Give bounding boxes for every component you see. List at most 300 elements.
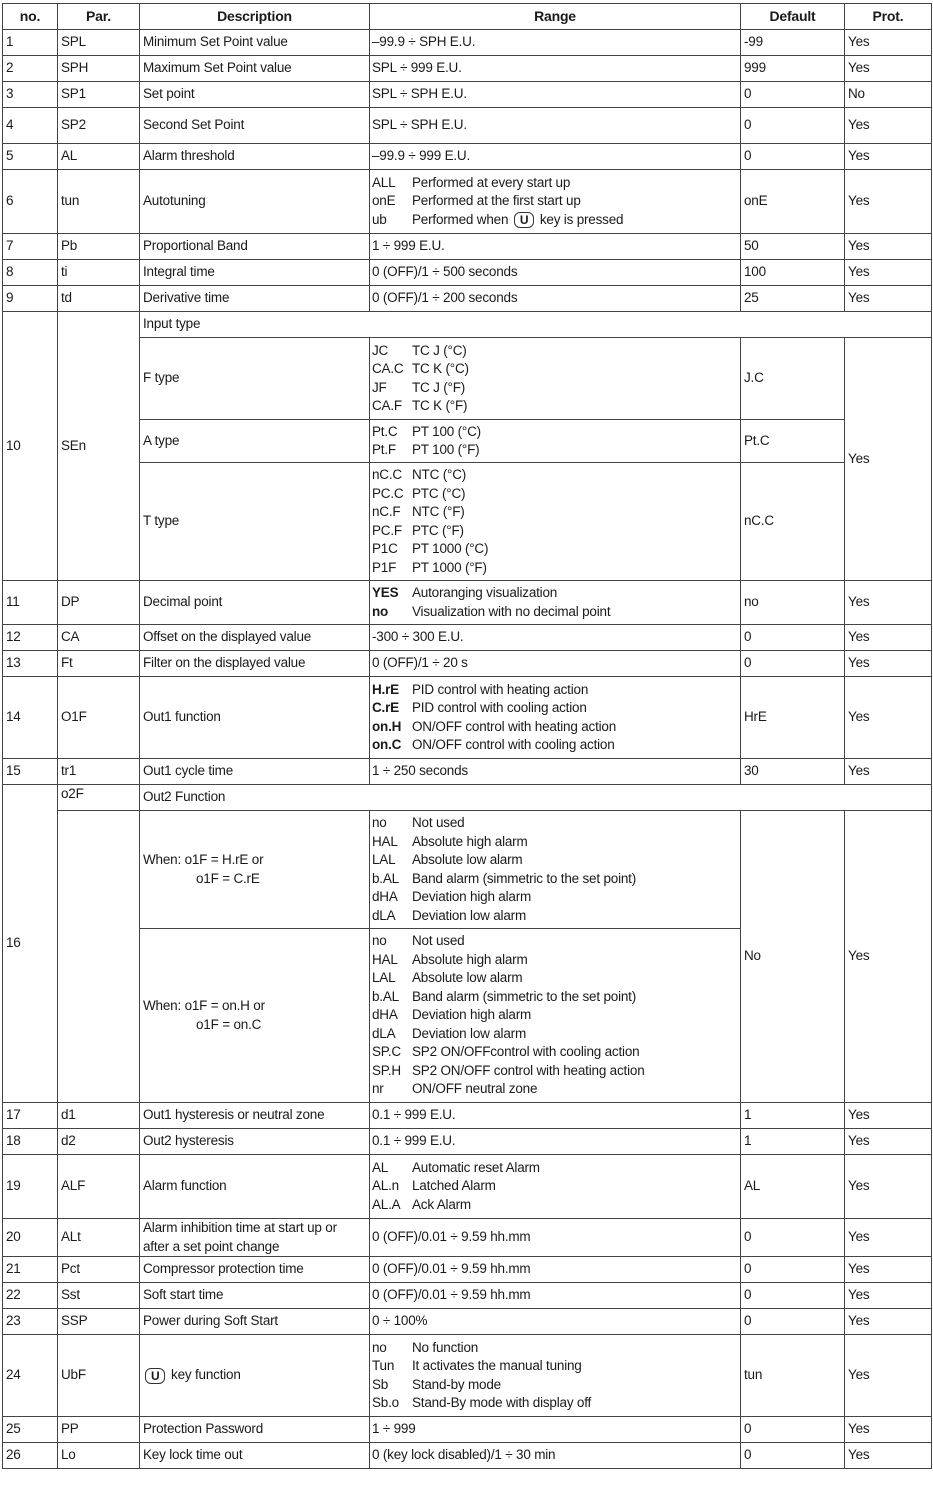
- cell-description: Decimal point: [140, 581, 370, 625]
- sen-subtype-row: [3, 420, 932, 463]
- cell-par: tun: [58, 170, 140, 234]
- cell-default: 1: [741, 1129, 845, 1155]
- range-item: [372, 907, 738, 926]
- cell-default: 0: [741, 1443, 845, 1469]
- cell-prot: Yes: [845, 234, 932, 260]
- header-prot: Prot.: [845, 4, 932, 30]
- cell-prot: Yes: [845, 170, 932, 234]
- cell-default: nC.C: [741, 463, 845, 581]
- cell-no: 5: [3, 144, 58, 170]
- description-line: Alarm inhibition time at start up or: [143, 1220, 337, 1235]
- cell-prot: Yes: [845, 1443, 932, 1469]
- condition-text: [143, 851, 263, 888]
- description-line: after a set point change: [143, 1238, 280, 1254]
- range-item: [372, 441, 738, 460]
- table-row: [3, 1129, 932, 1155]
- cell-default: 0: [741, 82, 845, 108]
- condition-line: When: o1F = on.H or: [143, 998, 265, 1013]
- cell-range: 1 ÷ 999: [370, 1417, 741, 1443]
- condition-cell: [140, 811, 370, 929]
- cell-prot: Yes: [845, 1129, 932, 1155]
- range-code: SP.H: [372, 1062, 401, 1078]
- range-item: [372, 814, 738, 833]
- cell-range: –99.9 ÷ SPH E.U.: [370, 30, 741, 56]
- range-code: Pt.F: [372, 442, 396, 457]
- cell-par-empty: [58, 811, 140, 1103]
- cell-prot: Yes: [845, 1309, 932, 1335]
- range-item: [372, 1025, 738, 1044]
- out2-function-title: Out2 Function: [140, 785, 932, 811]
- cell-prot: Yes: [845, 625, 932, 651]
- cell-par: ALt: [58, 1219, 140, 1257]
- cell-par: CA: [58, 625, 140, 651]
- cell-par: ALF: [58, 1155, 140, 1219]
- cell-description: Power during Soft Start: [140, 1309, 370, 1335]
- cell-default: -99: [741, 30, 845, 56]
- range-text: Absolute low alarm: [412, 970, 523, 986]
- range-item: [372, 1062, 738, 1081]
- cell-range: 1 ÷ 250 seconds: [370, 759, 741, 785]
- cell-default: 25: [741, 286, 845, 312]
- cell-default: 0: [741, 1283, 845, 1309]
- table-row: [3, 56, 932, 82]
- cell-description: Key lock time out: [140, 1443, 370, 1469]
- table-row: [3, 286, 932, 312]
- range-item: [372, 736, 738, 755]
- range-text: Deviation low alarm: [412, 907, 526, 923]
- range-item: [372, 969, 738, 988]
- range-item: [372, 951, 738, 970]
- cell-default: 0: [741, 1257, 845, 1283]
- cell-range: [370, 929, 741, 1103]
- range-text: PTC (°C): [412, 485, 466, 501]
- range-code: nC.C: [372, 467, 402, 482]
- table-row: [3, 144, 932, 170]
- table-body: [3, 30, 932, 1469]
- cell-default: tun: [741, 1335, 845, 1417]
- range-code: nr: [372, 1081, 384, 1097]
- cell-no: 11: [3, 581, 58, 625]
- range-code: CA.C: [372, 361, 404, 376]
- range-text: Stand-By mode with display off: [412, 1395, 592, 1410]
- cell-range: [370, 581, 741, 625]
- range-item: [372, 932, 738, 951]
- range-item: [372, 540, 738, 559]
- range-text: PTC (°F): [412, 522, 464, 538]
- cell-prot: Yes: [845, 338, 932, 581]
- condition-cell: [140, 929, 370, 1103]
- cell-prot: Yes: [845, 677, 932, 759]
- range-code: PC.F: [372, 522, 402, 538]
- cell-par: SPL: [58, 30, 140, 56]
- table-row: [3, 260, 932, 286]
- cell-prot: Yes: [845, 581, 932, 625]
- cell-no: 25: [3, 1417, 58, 1443]
- range-item: [372, 397, 738, 416]
- cell-range: [370, 1155, 741, 1219]
- range-code: PC.C: [372, 485, 404, 501]
- range-text: Latched Alarm: [412, 1178, 496, 1194]
- range-item: ub Performed when U key is pressed: [372, 211, 738, 230]
- range-text: Not used: [412, 933, 465, 949]
- range-item: [372, 1006, 738, 1025]
- cell-default: 30: [741, 759, 845, 785]
- range-code: AL.n: [372, 1178, 399, 1194]
- cell-default: 50: [741, 234, 845, 260]
- cell-range: [370, 811, 741, 929]
- cell-prot: Yes: [845, 1283, 932, 1309]
- range-text: PT 100 (°F): [412, 442, 480, 457]
- range-item: [372, 1376, 738, 1395]
- u-key-icon: U: [514, 212, 534, 228]
- range-text: SP2 ON/OFF control with heating action: [412, 1062, 645, 1078]
- range-text: TC K (°C): [412, 361, 469, 376]
- cell-range: 1 ÷ 999 E.U.: [370, 234, 741, 260]
- table-row: [3, 1283, 932, 1309]
- range-text: ON/OFF neutral zone: [412, 1081, 538, 1097]
- cell-prot: Yes: [845, 30, 932, 56]
- range-text: PT 100 (°C): [412, 423, 481, 439]
- cell-par: tr1: [58, 759, 140, 785]
- cell-no: 18: [3, 1129, 58, 1155]
- subtype-label: F type: [140, 338, 370, 420]
- range-code: C.rE: [372, 700, 399, 715]
- range-item: [372, 1196, 738, 1215]
- range-text: TC J (°F): [412, 379, 466, 395]
- table-row: [3, 677, 932, 759]
- cell-no: 16: [3, 785, 58, 1103]
- range-text: PT 1000 (°F): [412, 559, 487, 575]
- range-code: dHA: [372, 889, 398, 904]
- range-text: Stand-by mode: [412, 1376, 501, 1392]
- range-text: Band alarm (simmetric to the set point): [412, 870, 637, 886]
- range-item: [372, 870, 738, 889]
- cell-default: AL: [741, 1155, 845, 1219]
- cell-par: Pct: [58, 1257, 140, 1283]
- cell-default: 999: [741, 56, 845, 82]
- header-no: no.: [3, 4, 58, 30]
- cell-prot: Yes: [845, 260, 932, 286]
- cell-prot: Yes: [845, 56, 932, 82]
- cell-range: SPL ÷ SPH E.U.: [370, 108, 741, 144]
- subtype-label: A type: [140, 420, 370, 463]
- table-row: [3, 108, 932, 144]
- range-text: Deviation low alarm: [412, 1025, 526, 1041]
- range-text: NTC (°C): [412, 467, 467, 482]
- cell-range: 0 (OFF)/0.01 ÷ 9.59 hh.mm: [370, 1257, 741, 1283]
- range-text: No function: [412, 1339, 479, 1355]
- cell-range: [370, 1335, 741, 1417]
- cell-range: 0 (OFF)/1 ÷ 500 seconds: [370, 260, 741, 286]
- range-item: [372, 342, 738, 361]
- cell-prot: Yes: [845, 286, 932, 312]
- cell-par: d2: [58, 1129, 140, 1155]
- cell-no: 4: [3, 108, 58, 144]
- cell-range: 0 (OFF)/1 ÷ 200 seconds: [370, 286, 741, 312]
- cell-default: 0: [741, 1417, 845, 1443]
- range-code: LAL: [372, 852, 396, 867]
- cell-default: 100: [741, 260, 845, 286]
- range-code: JC: [372, 342, 389, 358]
- cell-prot: Yes: [845, 1257, 932, 1283]
- range-item: [372, 522, 738, 541]
- range-code: b.AL: [372, 870, 399, 886]
- cell-par: SSP: [58, 1309, 140, 1335]
- range-item: [372, 423, 738, 442]
- cell-range: SPL ÷ SPH E.U.: [370, 82, 741, 108]
- range-text: NTC (°F): [412, 504, 465, 519]
- cell-description: Alarm function: [140, 1155, 370, 1219]
- range-text: PID control with cooling action: [412, 700, 587, 715]
- range-code: no: [372, 933, 387, 949]
- range-code: CA.F: [372, 398, 402, 413]
- o2f-condition-row: [3, 811, 932, 929]
- cell-range: 0 (key lock disabled)/1 ÷ 30 min: [370, 1443, 741, 1469]
- table-row: [3, 759, 932, 785]
- range-item: [372, 1080, 738, 1099]
- range-text: PT 1000 (°C): [412, 541, 489, 556]
- cell-range: [370, 338, 741, 420]
- range-item: [372, 485, 738, 504]
- range-text: Absolute high alarm: [412, 833, 528, 849]
- range-code: AL.A: [372, 1196, 401, 1212]
- cell-prot: Yes: [845, 1155, 932, 1219]
- cell-default: J.C: [741, 338, 845, 420]
- cell-description: Out1 hysteresis or neutral zone: [140, 1103, 370, 1129]
- cell-default: 1: [741, 1103, 845, 1129]
- cell-description: Protection Password: [140, 1417, 370, 1443]
- cell-par: Pb: [58, 234, 140, 260]
- cell-prot: Yes: [845, 108, 932, 144]
- range-item: [372, 603, 738, 622]
- cell-default: 0: [741, 1309, 845, 1335]
- range-item: [372, 1043, 738, 1062]
- range-item: [372, 699, 738, 718]
- range-code: Pt.C: [372, 423, 398, 439]
- header-default: Default: [741, 4, 845, 30]
- cell-default: Pt.C: [741, 420, 845, 463]
- range-code: HAL: [372, 951, 398, 967]
- range-item: [372, 833, 738, 852]
- range-code: nC.F: [372, 504, 401, 519]
- range-code: H.rE: [372, 681, 399, 697]
- cell-range: -300 ÷ 300 E.U.: [370, 625, 741, 651]
- range-text: Band alarm (simmetric to the set point): [412, 988, 637, 1004]
- range-text: Not used: [412, 815, 465, 830]
- cell-no: 1: [3, 30, 58, 56]
- cell-range: 0.1 ÷ 999 E.U.: [370, 1129, 741, 1155]
- range-item: [372, 503, 738, 522]
- range-code: onE: [372, 193, 396, 209]
- cell-no: 6: [3, 170, 58, 234]
- parameter-table-container: [2, 3, 931, 1469]
- range-text: Absolute low alarm: [412, 852, 523, 867]
- range-code: no: [372, 603, 389, 619]
- cell-default: 0: [741, 625, 845, 651]
- range-item: [372, 559, 738, 578]
- range-code: HAL: [372, 833, 398, 849]
- cell-description: Minimum Set Point value: [140, 30, 370, 56]
- range-text: TC J (°C): [412, 342, 467, 358]
- range-code: dLA: [372, 1025, 396, 1041]
- range-item: [372, 718, 738, 737]
- cell-description: Out1 function: [140, 677, 370, 759]
- cell-no: 19: [3, 1155, 58, 1219]
- range-item: [372, 1177, 738, 1196]
- cell-range: [370, 677, 741, 759]
- table-row: [3, 1103, 932, 1129]
- cell-no: 2: [3, 56, 58, 82]
- cell-prot: Yes: [845, 1219, 932, 1257]
- cell-range: 0 ÷ 100%: [370, 1309, 741, 1335]
- cell-description: Out1 cycle time: [140, 759, 370, 785]
- cell-no: 3: [3, 82, 58, 108]
- table-row: [3, 581, 932, 625]
- input-type-title: Input type: [140, 312, 932, 338]
- range-item: [372, 379, 738, 398]
- range-item: [372, 888, 738, 907]
- cell-prot: Yes: [845, 759, 932, 785]
- cell-prot: No: [845, 82, 932, 108]
- cell-par: Sst: [58, 1283, 140, 1309]
- cell-par: d1: [58, 1103, 140, 1129]
- condition-text: [143, 997, 265, 1034]
- cell-no: 20: [3, 1219, 58, 1257]
- cell-par: Ft: [58, 651, 140, 677]
- table-row: [3, 30, 932, 56]
- range-item: [372, 851, 738, 870]
- description-text: key function: [167, 1367, 241, 1383]
- range-item: [372, 360, 738, 379]
- cell-no: 24: [3, 1335, 58, 1417]
- range-item: [372, 192, 738, 211]
- cell-no: 22: [3, 1283, 58, 1309]
- condition-line: o1F = on.C: [196, 1016, 262, 1032]
- cell-no: 10: [3, 312, 58, 581]
- cell-description: Autotuning: [140, 170, 370, 234]
- table-row: [3, 170, 932, 234]
- subtype-label: T type: [140, 463, 370, 581]
- range-text: SP2 ON/OFFcontrol with cooling action: [412, 1044, 640, 1060]
- cell-prot: Yes: [845, 1417, 932, 1443]
- range-code: on.C: [372, 737, 402, 752]
- cell-no: 15: [3, 759, 58, 785]
- sen-subtype-row: [3, 463, 932, 581]
- range-code: no: [372, 815, 387, 830]
- u-key-icon: U: [145, 1368, 165, 1384]
- cell-description: Alarm threshold: [140, 144, 370, 170]
- range-item: [372, 1394, 738, 1413]
- range-code: JF: [372, 379, 387, 395]
- cell-par: td: [58, 286, 140, 312]
- range-text: Ack Alarm: [412, 1196, 471, 1212]
- cell-no: 17: [3, 1103, 58, 1129]
- cell-par: Lo: [58, 1443, 140, 1469]
- table-row: [3, 1443, 932, 1469]
- table-row: [3, 1335, 932, 1417]
- range-code: ALL: [372, 174, 396, 190]
- cell-range: –99.9 ÷ 999 E.U.: [370, 144, 741, 170]
- cell-no: 23: [3, 1309, 58, 1335]
- cell-par: SEn: [58, 312, 140, 581]
- cell-description: Out2 hysteresis: [140, 1129, 370, 1155]
- range-text: TC K (°F): [412, 398, 468, 413]
- cell-description: [140, 1219, 370, 1257]
- range-code: Sb: [372, 1376, 389, 1392]
- cell-prot: Yes: [845, 1335, 932, 1417]
- cell-default: 0: [741, 1219, 845, 1257]
- cell-description: Proportional Band: [140, 234, 370, 260]
- range-item: [372, 681, 738, 700]
- cell-prot: Yes: [845, 811, 932, 1103]
- range-code: dLA: [372, 907, 396, 923]
- cell-no: 21: [3, 1257, 58, 1283]
- range-code: dHA: [372, 1007, 398, 1023]
- header-range: Range: [370, 4, 741, 30]
- cell-description: Offset on the displayed value: [140, 625, 370, 651]
- cell-default: no: [741, 581, 845, 625]
- cell-no: 13: [3, 651, 58, 677]
- range-code: no: [372, 1339, 387, 1355]
- cell-range: 0 (OFF)/0.01 ÷ 9.59 hh.mm: [370, 1219, 741, 1257]
- cell-description: Compressor protection time: [140, 1257, 370, 1283]
- cell-prot: Yes: [845, 1103, 932, 1129]
- table-row: [3, 1257, 932, 1283]
- cell-prot: Yes: [845, 144, 932, 170]
- cell-default: No: [741, 811, 845, 1103]
- cell-par: O1F: [58, 677, 140, 759]
- cell-par: SP1: [58, 82, 140, 108]
- range-text: Absolute high alarm: [412, 951, 528, 967]
- sen-title-row: [3, 312, 932, 338]
- table-row: [3, 82, 932, 108]
- range-text: Visualization with no decimal point: [412, 603, 611, 619]
- cell-par: UbF: [58, 1335, 140, 1417]
- cell-range: 0 (OFF)/1 ÷ 20 s: [370, 651, 741, 677]
- cell-description: Integral time: [140, 260, 370, 286]
- header-description: Description: [140, 4, 370, 30]
- table-row: [3, 651, 932, 677]
- cell-par: PP: [58, 1417, 140, 1443]
- range-item: [372, 1159, 738, 1178]
- cell-range: [370, 463, 741, 581]
- table-row: [3, 1309, 932, 1335]
- parameter-table: [2, 3, 932, 1469]
- range-item: [372, 466, 738, 485]
- range-item: [372, 1339, 738, 1358]
- range-text: Performed at the first start up: [412, 193, 581, 209]
- table-row: [3, 234, 932, 260]
- cell-description: Maximum Set Point value: [140, 56, 370, 82]
- cell-range: [370, 420, 741, 463]
- condition-line: o1F = C.rE: [196, 870, 260, 886]
- cell-description: Set point: [140, 82, 370, 108]
- cell-range: [370, 170, 741, 234]
- range-code: on.H: [372, 718, 402, 734]
- header-par: Par.: [58, 4, 140, 30]
- range-code: P1F: [372, 559, 397, 575]
- range-text: ON/OFF control with heating action: [412, 718, 617, 734]
- range-item: [372, 988, 738, 1007]
- cell-range: 0.1 ÷ 999 E.U.: [370, 1103, 741, 1129]
- range-code: YES: [372, 585, 399, 600]
- cell-default: HrE: [741, 677, 845, 759]
- cell-par: AL: [58, 144, 140, 170]
- range-text: It activates the manual tuning: [412, 1358, 582, 1373]
- range-text: PID control with heating action: [412, 681, 589, 697]
- cell-description: Derivative time: [140, 286, 370, 312]
- range-item: [372, 1357, 738, 1376]
